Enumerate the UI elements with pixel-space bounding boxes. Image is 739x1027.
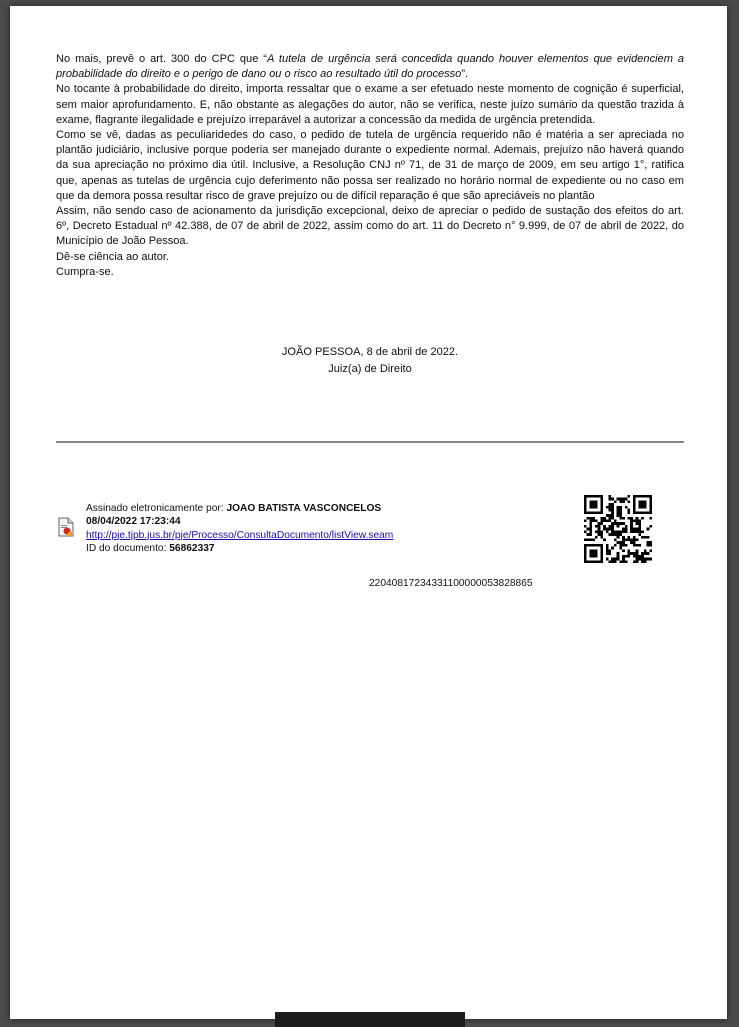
paragraph-peculiaridades: Como se vê, dadas as peculiaridedes do caso, o pedido de tutela de urgência requerido não é matéria a ser apreciada no plantão judiciário, inclusive porque poderia ser manejado durante o expediente normal. Ademais, prejuízo não haverá quando da sua apreciação no próximo dia útil. Inclusive, a Resolução CNJ nº 71, de 31 de março de 2009, em seu artigo 1°, ratifica que, apenas as tutelas de urgência cujo deferimento não possa ser realizado no horário normal de expediente ou no caso em que da demora possa resultar risco de grave prejuízo ou de difícil reparação é que são apreciáveis no plantão	[56, 129, 684, 202]
paragraph-text: No mais, prevê o art. 300 do CPC que “	[56, 53, 267, 65]
document-page	[10, 6, 727, 1019]
cpc-quote: A tutela de urgência será concedida quando houver elementos que evidenciem a probabilidade do direito e o perigo de dano ou o risco ao resultado útil do processo	[56, 53, 684, 81]
verification-link-line	[86, 529, 393, 542]
doc-id-label: ID do documento:	[86, 543, 170, 555]
paragraph-cpc-300	[56, 52, 684, 82]
signed-by-line	[86, 502, 393, 515]
paragraph-cumpra: Cumpra-se.	[56, 265, 114, 278]
signer-name: JOAO BATISTA VASCONCELOS	[226, 503, 382, 514]
datetime-value: 08/04/2022 17:23:44	[86, 516, 181, 528]
qr-code	[584, 495, 652, 563]
paragraph-conclusao: Assim, não sendo caso de acionamento da jurisdição excepcional, deixo de apreciar o pedido de sustação dos efeitos do art. 6º, Decreto Estadual nº 42.388, de 07 de abril de 2022, assim como do art. 11 do Decreto n° 9.999, de 07 de abril de 2022, do Município de João Pessoa.	[56, 205, 684, 248]
decision-body	[56, 52, 684, 280]
bottom-bar	[275, 1012, 465, 1027]
divider	[56, 441, 684, 443]
document-id-line	[86, 542, 393, 555]
judge-role: Juiz(a) de Direito	[328, 363, 412, 375]
signature-metadata	[86, 502, 393, 556]
paragraph-ciencia: Dê-se ciência ao autor.	[56, 250, 169, 263]
signed-label: Assinado eletronicamente por:	[86, 503, 227, 514]
signed-datetime	[86, 515, 393, 528]
signature-block	[56, 344, 684, 378]
document-icon	[58, 517, 74, 537]
paragraph-text: ”.	[461, 68, 469, 81]
barcode-number: 22040817234331100000053828865	[369, 578, 533, 589]
paragraph-probabilidade: No tocante à probabilidade do direito, importa ressaltar que o exame a ser efetuado neste momento de cognição é superficial, sem maior aprofundamento. E, não obstante as alegações do autor, não se verifica, neste juízo sumário da questão trazida à exame, flagrante ilegalidade e prejuízo irreparável a autorizar a concessão da medida de urgência pretendida.	[56, 83, 684, 126]
verification-link[interactable]: http://pje.tjpb.jus.br/pje/Processo/ConsultaDocumento/listView.seam	[86, 529, 394, 541]
place-date: JOÃO PESSOA, 8 de abril de 2022.	[281, 346, 459, 358]
doc-id-value: 56862337	[169, 543, 215, 555]
